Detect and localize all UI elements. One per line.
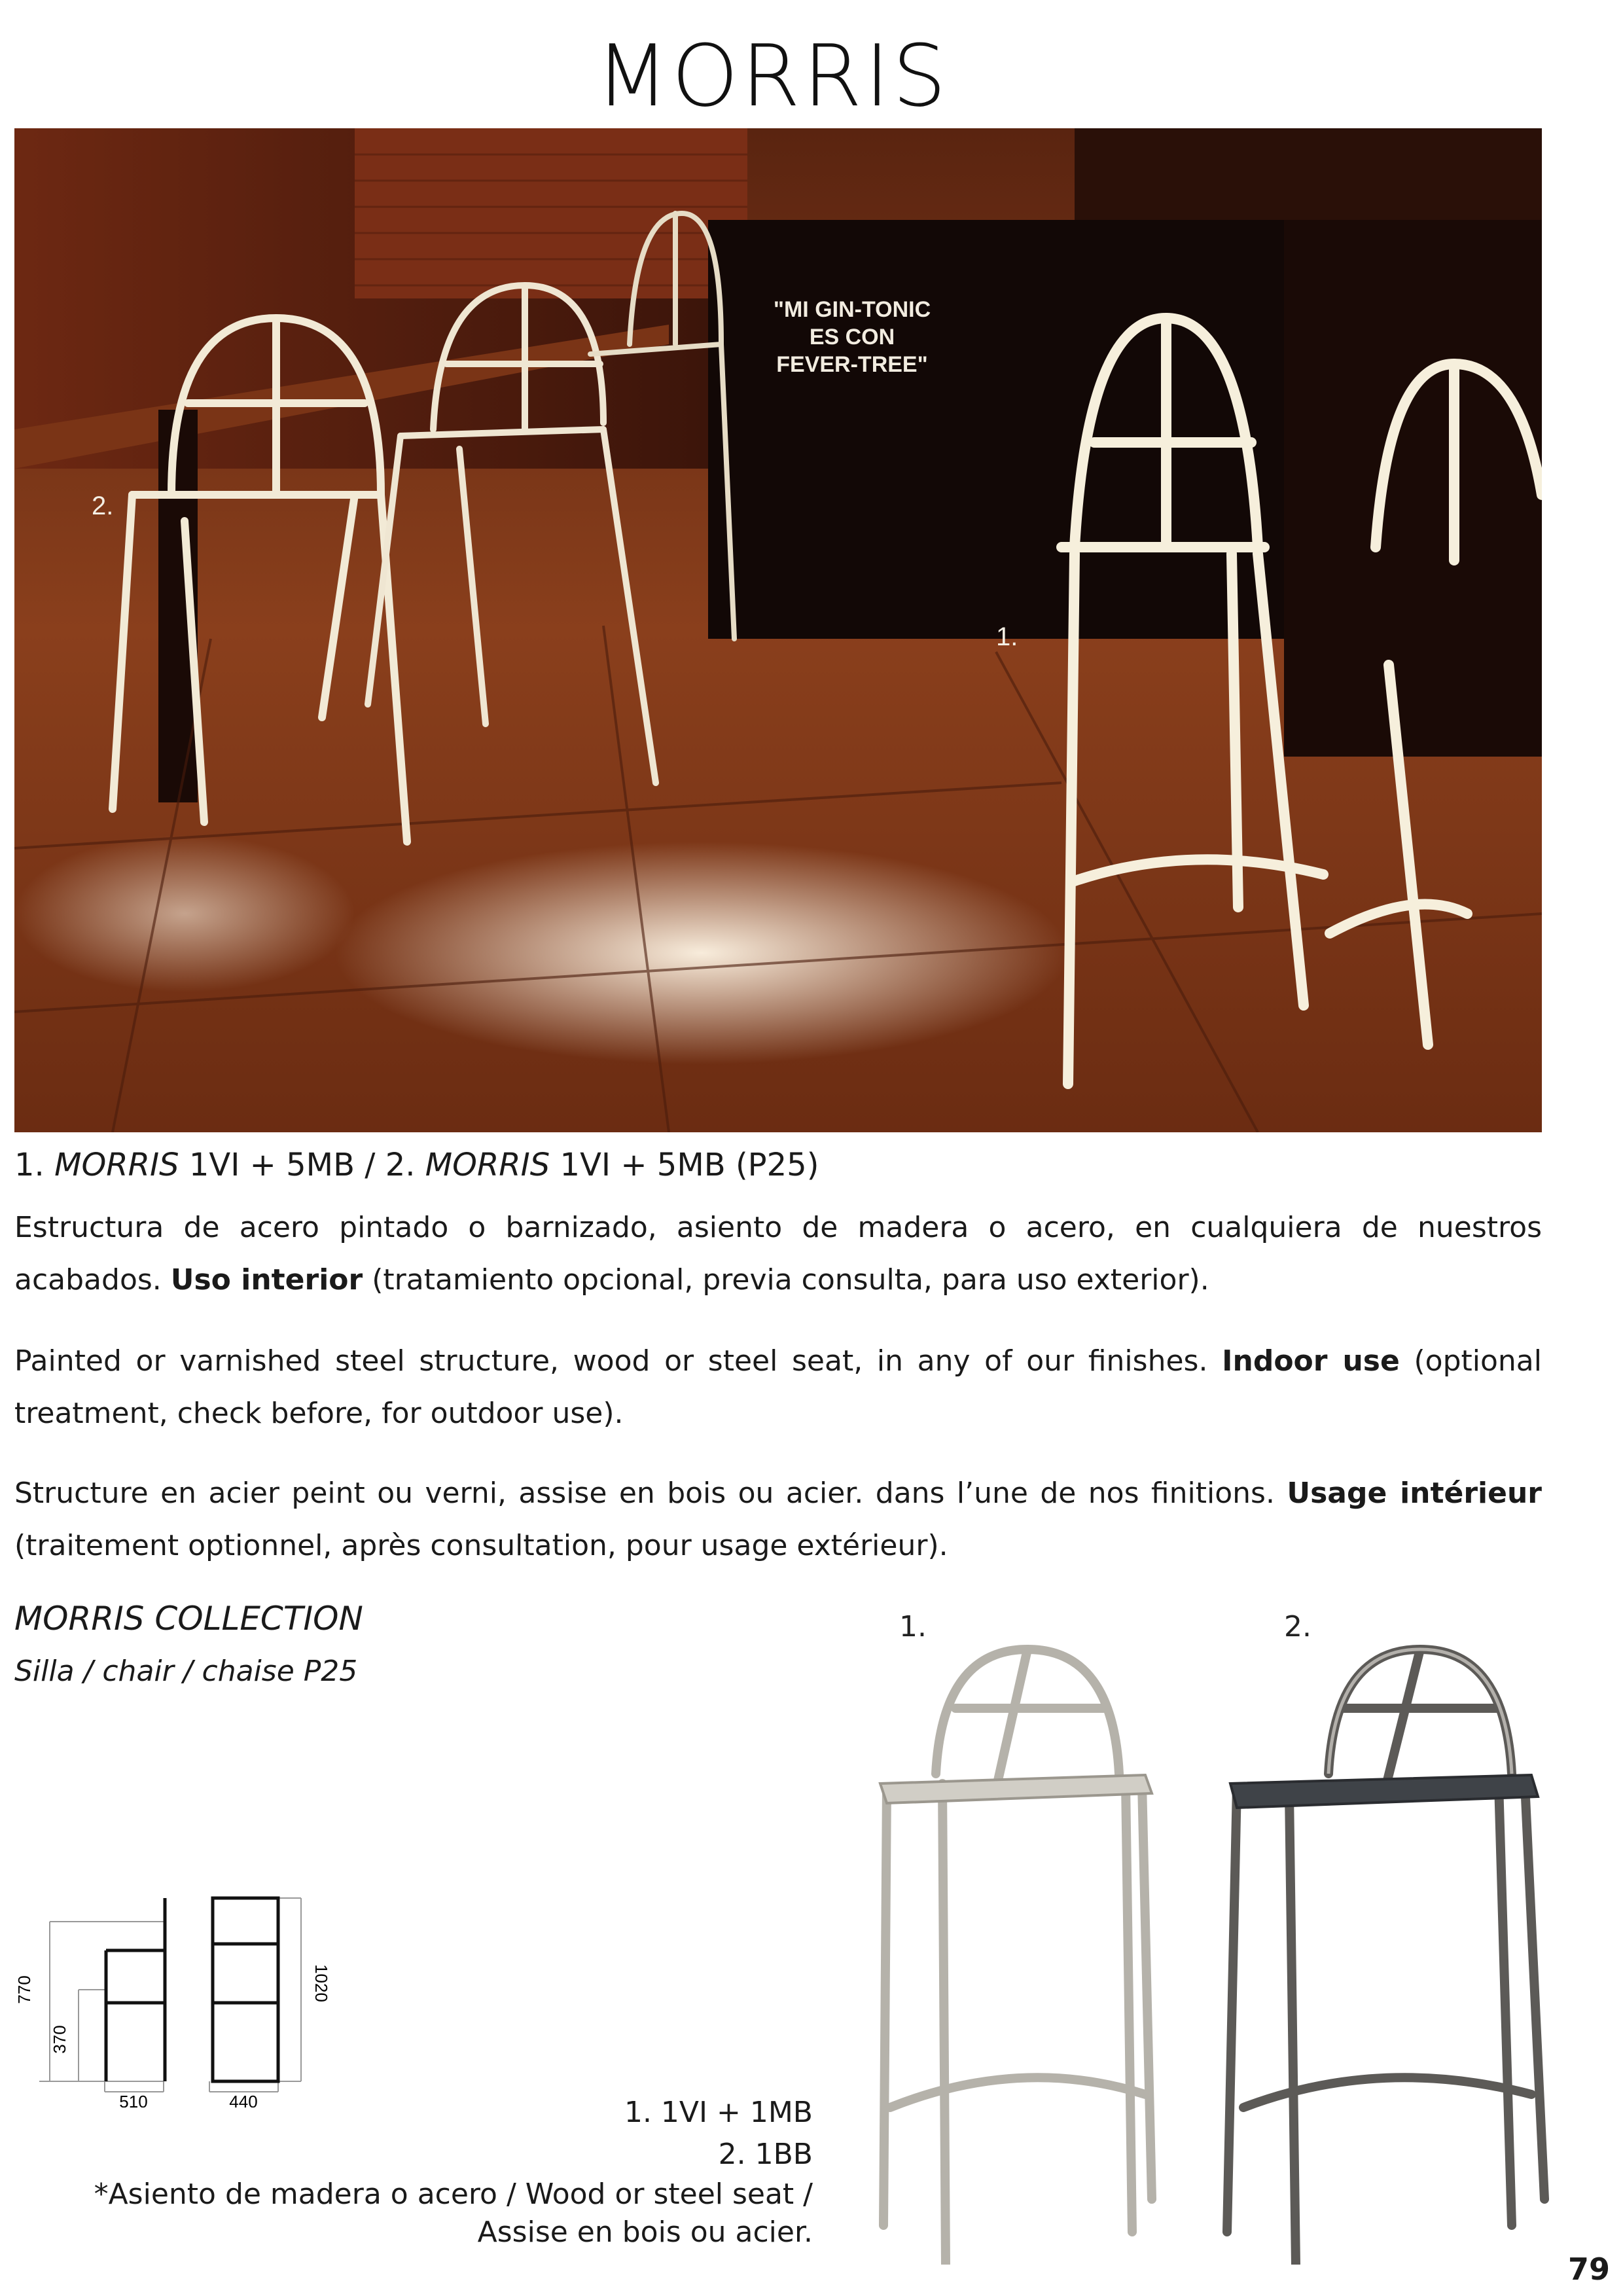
hero-label-2: 2. [92,492,114,520]
sign-line-2: ES CON [809,325,895,350]
chair-side-view [106,1898,165,2081]
sign-line-3: FEVER-TREE" [776,352,928,377]
description-spanish: Estructura de acero pintado o barnizado, asiento de madera o acero, en cualquiera de nuestros acabados. Uso interior (tratamiento opcional, previa consulta, para uso exterior). [14,1211,1542,1297]
bar-scene-illustration [14,128,1542,1132]
description-french: Structure en acier peint ou verni, assise en bois ou acier. dans l’une de nos finitions. Usage intérieur (traitement optionnel, après consultation, pour usage extérieur). [14,1477,1543,1562]
caption-product-name-1: MORRIS [54,1147,179,1183]
product-label-2: 2. [1284,1610,1311,1643]
variant-list [624,2092,813,2176]
product-caption [14,1147,819,1183]
hero-label-1: 1. [996,622,1018,651]
dim-height-front: 1020 [312,1964,331,2002]
stool-2-steel-seat [1227,1649,1544,2265]
dim-height-seat: 370 [50,2025,69,2054]
product-label-1: 1. [899,1610,927,1643]
dim-height-total: 770 [14,1975,34,2004]
caption-code-2: 1VI + 5MB (P25) [550,1147,819,1183]
caption-code-1: 1VI + 5MB / 2. [179,1147,425,1183]
collection-title: MORRIS COLLECTION [14,1600,363,1638]
collection-subtitle: Silla / chair / chaise P25 [14,1655,358,1688]
caption-product-name-2: MORRIS [425,1147,550,1183]
use-note-english: Indoor use [1222,1344,1400,1378]
chair-front-view [213,1898,278,2081]
page-title: MORRIS [595,26,949,126]
dim-width-side: 510 [119,2092,148,2108]
use-note-spanish: Uso interior [170,1263,363,1297]
seat-note-line-2: Assise en bois ou acier. [477,2215,813,2249]
caption-number: 1. [14,1147,55,1183]
variant-1: 1. 1VI + 1MB [624,2096,813,2129]
description-english: Painted or varnished steel structure, wood or steel seat, in any of our finishes. Indoor use (optional treatment, check before, for outdoor use). [14,1344,1542,1430]
variant-2: 2. 1BB [718,2138,813,2171]
stool-1-wood-seat [880,1649,1152,2265]
use-note-french: Usage intérieur [1287,1477,1543,1510]
dim-width-front: 440 [229,2092,258,2108]
page-number: 79 [1567,2251,1610,2287]
seat-note-line-1: *Asiento de madera o acero / Wood or steel seat / [94,2178,813,2211]
hero-photo [14,128,1542,1132]
dimension-drawing [13,1885,340,2108]
sign-line-1: "MI GIN-TONIC [773,297,931,322]
product-photos [870,1636,1577,2265]
seat-note [0,2176,813,2251]
